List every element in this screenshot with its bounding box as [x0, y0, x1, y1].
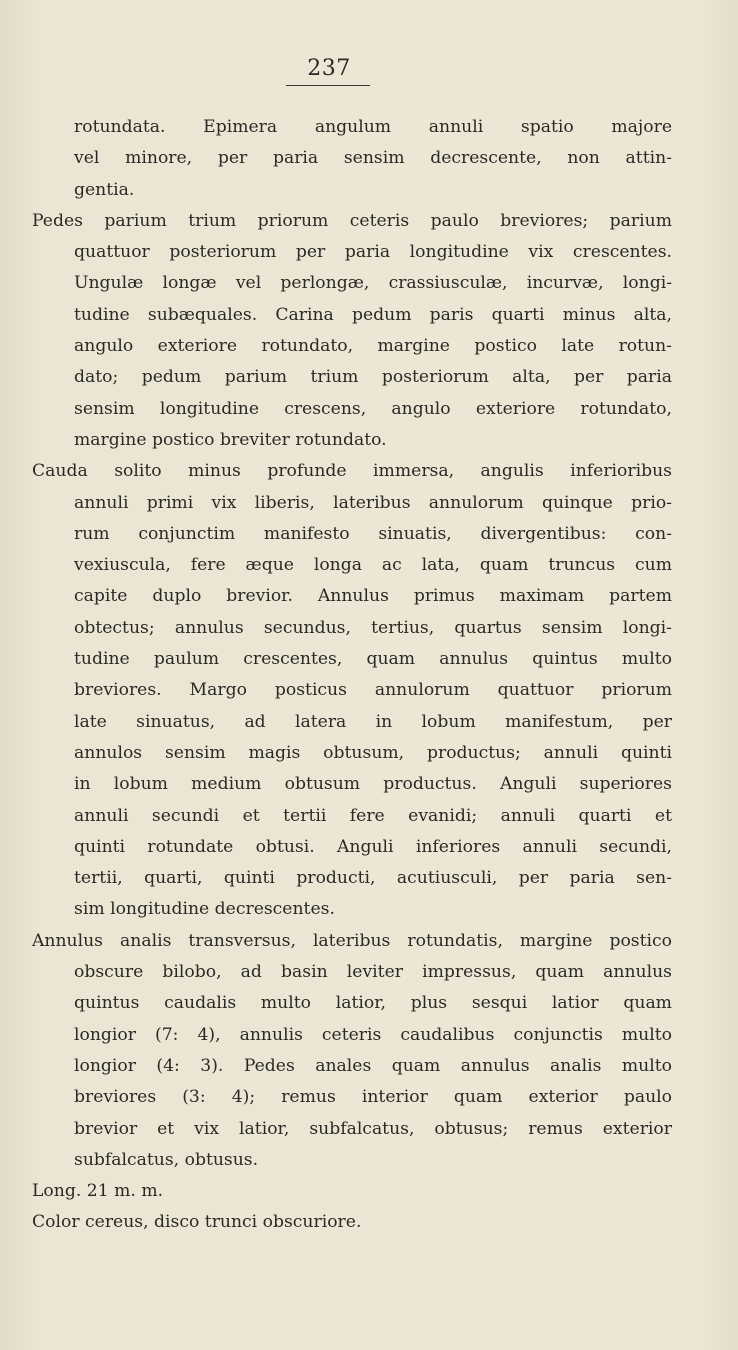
- text-line: obscure bilobo, ad basin leviter impressus, quam annulus: [74, 962, 672, 983]
- text-line: subfalcatus, obtusus.: [74, 1149, 259, 1170]
- text-line: brevior et vix latior, subfalcatus, obtusus; remus exterior: [74, 1118, 672, 1139]
- page-body-text: [32, 112, 672, 1239]
- text-line: quattuor posteriorum per paria longitudine vix crescentes.: [74, 242, 672, 263]
- text-line: longior (4: 3). Pedes anales quam annulus analis multo: [74, 1055, 672, 1076]
- text-line: Long. 21 m. m.: [32, 1181, 164, 1202]
- text-line: Ungulæ longæ vel perlongæ, crassiusculæ, incurvæ, longi-: [74, 273, 672, 294]
- text-line: dato; pedum parium trium posteriorum alta, per paria: [74, 367, 672, 388]
- text-line: quintus caudalis multo latior, plus sesqui latior quam: [74, 993, 672, 1014]
- text-line: sensim longitudine crescens, angulo exteriore rotundato,: [74, 398, 672, 419]
- text-line: breviores (3: 4); remus interior quam exterior paulo: [74, 1087, 672, 1108]
- text-line: capite duplo brevior. Annulus primus maximam partem: [74, 586, 672, 607]
- text-line: breviores. Margo posticus annulorum quattuor priorum: [74, 680, 672, 701]
- text-line: annuli primi vix liberis, lateribus annulorum quinque prio-: [74, 492, 672, 513]
- text-line: Cauda solito minus profunde immersa, angulis inferioribus: [32, 461, 672, 482]
- text-line: obtectus; annulus secundus, tertius, quartus sensim longi-: [74, 617, 672, 638]
- text-line: sim longitudine decrescentes.: [74, 899, 335, 920]
- text-line: tudine paulum crescentes, quam annulus quintus multo: [74, 649, 672, 670]
- text-line: Pedes parium trium priorum ceteris paulo breviores; parium: [32, 210, 672, 231]
- text-line: vel minore, per paria sensim decrescente, non attin-: [74, 148, 672, 169]
- text-line: Color cereus, disco trunci obscuriore.: [32, 1212, 362, 1233]
- text-line: margine postico breviter rotundato.: [74, 429, 387, 450]
- text-line: Annulus analis transversus, lateribus rotundatis, margine postico: [32, 930, 672, 951]
- text-line: gentia.: [74, 179, 135, 200]
- page-number: 237: [307, 56, 351, 81]
- text-line: rum conjunctim manifesto sinuatis, divergentibus: con-: [74, 523, 672, 544]
- text-line: late sinuatus, ad latera in lobum manifestum, per: [74, 711, 672, 732]
- text-line: angulo exteriore rotundato, margine postico late rotun-: [74, 336, 672, 357]
- text-line: annulos sensim magis obtusum, productus; annuli quinti: [74, 742, 672, 763]
- text-line: in lobum medium obtusum productus. Anguli superiores: [74, 774, 672, 795]
- page-number-rule: [286, 85, 370, 86]
- text-line: annuli secundi et tertii fere evanidi; annuli quarti et: [74, 805, 672, 826]
- text-line: rotundata. Epimera angulum annuli spatio majore: [74, 117, 672, 137]
- text-line: tertii, quarti, quinti producti, acutiusculi, per paria sen-: [74, 868, 672, 889]
- text-line: longior (7: 4), annulis ceteris caudalibus conjunctis multo: [74, 1024, 672, 1045]
- text-line: tudine subæquales. Carina pedum paris quarti minus alta,: [74, 304, 672, 325]
- text-line: quinti rotundate obtusi. Anguli inferiores annuli secundi,: [74, 836, 672, 857]
- text-line: vexiuscula, fere æque longa ac lata, quam truncus cum: [74, 555, 672, 576]
